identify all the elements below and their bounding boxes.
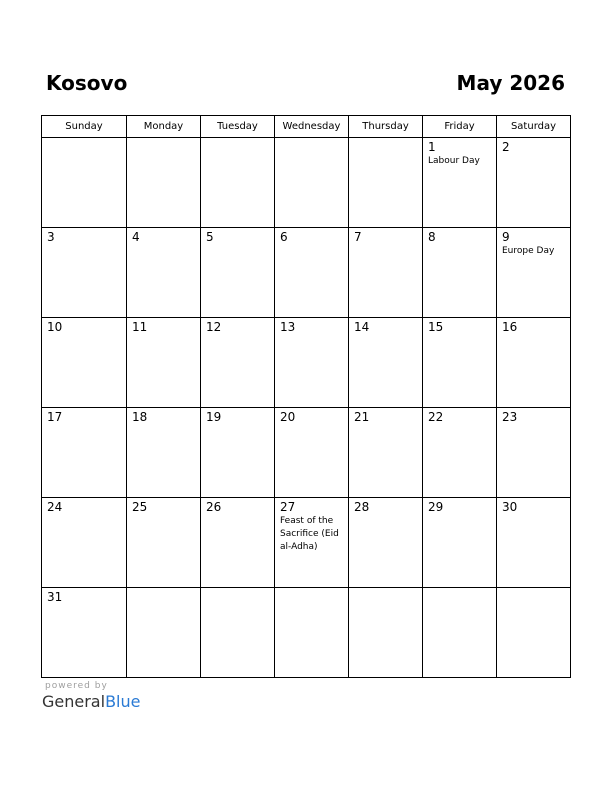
brand-general-text: General bbox=[42, 692, 106, 711]
day-number: 10 bbox=[47, 320, 63, 334]
day-cell bbox=[127, 138, 201, 228]
day-number: 19 bbox=[206, 410, 222, 424]
day-cell bbox=[423, 588, 497, 678]
day-cell bbox=[275, 408, 349, 498]
day-number: 5 bbox=[206, 230, 214, 244]
brand-blue-text: Blue bbox=[105, 692, 141, 711]
calendar-header bbox=[41, 68, 571, 102]
day-cell bbox=[275, 318, 349, 408]
day-cell bbox=[349, 498, 423, 588]
day-number: 14 bbox=[354, 320, 370, 334]
weekday-saturday: Saturday bbox=[497, 116, 571, 138]
day-number: 31 bbox=[47, 590, 63, 604]
day-cell bbox=[127, 588, 201, 678]
week-row bbox=[42, 318, 571, 408]
day-number: 16 bbox=[502, 320, 518, 334]
day-cell bbox=[497, 588, 571, 678]
day-number: 17 bbox=[47, 410, 63, 424]
day-cell bbox=[201, 138, 275, 228]
day-cell bbox=[423, 498, 497, 588]
day-number: 12 bbox=[206, 320, 222, 334]
day-cell bbox=[497, 318, 571, 408]
day-cell bbox=[423, 318, 497, 408]
day-cell bbox=[201, 408, 275, 498]
weekday-sunday: Sunday bbox=[42, 116, 127, 138]
calendar-grid bbox=[41, 115, 571, 678]
weekday-wednesday: Wednesday bbox=[275, 116, 349, 138]
day-cell bbox=[127, 318, 201, 408]
day-number: 22 bbox=[428, 410, 444, 424]
day-number: 3 bbox=[47, 230, 55, 244]
day-cell bbox=[42, 138, 127, 228]
day-number: 30 bbox=[502, 500, 518, 514]
day-cell bbox=[349, 588, 423, 678]
week-row bbox=[42, 588, 571, 678]
day-cell bbox=[275, 498, 349, 588]
day-number: 9 bbox=[502, 230, 510, 244]
day-cell bbox=[42, 228, 127, 318]
holiday-label: Feast of the Sacrifice (Eid al-Adha) bbox=[280, 516, 339, 552]
day-number: 26 bbox=[206, 500, 222, 514]
month-year-title: May 2026 bbox=[456, 71, 565, 95]
holiday-label: Labour Day bbox=[428, 156, 480, 166]
day-number: 4 bbox=[132, 230, 140, 244]
day-number: 6 bbox=[280, 230, 288, 244]
day-cell bbox=[349, 318, 423, 408]
weekday-header-row bbox=[42, 116, 571, 138]
weekday-monday: Monday bbox=[127, 116, 201, 138]
day-cell bbox=[42, 318, 127, 408]
day-number: 8 bbox=[428, 230, 436, 244]
day-cell bbox=[42, 408, 127, 498]
week-row bbox=[42, 498, 571, 588]
holiday-label: Europe Day bbox=[502, 246, 555, 256]
day-cell bbox=[423, 408, 497, 498]
day-cell bbox=[423, 138, 497, 228]
powered-by-text: powered by bbox=[45, 681, 108, 691]
day-cell bbox=[201, 228, 275, 318]
day-cell bbox=[497, 408, 571, 498]
day-cell bbox=[275, 228, 349, 318]
country-title: Kosovo bbox=[46, 71, 128, 95]
week-row bbox=[42, 228, 571, 318]
day-number: 13 bbox=[280, 320, 296, 334]
day-cell bbox=[42, 498, 127, 588]
day-cell bbox=[127, 228, 201, 318]
day-number: 11 bbox=[132, 320, 148, 334]
day-number: 2 bbox=[502, 140, 510, 154]
day-number: 15 bbox=[428, 320, 444, 334]
weekday-tuesday: Tuesday bbox=[201, 116, 275, 138]
day-cell bbox=[497, 138, 571, 228]
day-number: 25 bbox=[132, 500, 148, 514]
day-cell bbox=[42, 588, 127, 678]
day-number: 24 bbox=[47, 500, 63, 514]
day-number: 28 bbox=[354, 500, 370, 514]
day-cell bbox=[201, 318, 275, 408]
day-cell bbox=[127, 498, 201, 588]
day-number: 18 bbox=[132, 410, 148, 424]
footer-branding bbox=[42, 681, 140, 711]
day-number: 21 bbox=[354, 410, 370, 424]
day-cell bbox=[349, 228, 423, 318]
week-row bbox=[42, 408, 571, 498]
weekday-friday: Friday bbox=[423, 116, 497, 138]
day-cell bbox=[127, 408, 201, 498]
day-cell bbox=[497, 498, 571, 588]
day-cell bbox=[423, 228, 497, 318]
day-cell bbox=[275, 588, 349, 678]
day-number: 23 bbox=[502, 410, 518, 424]
day-cell bbox=[349, 408, 423, 498]
day-cell bbox=[497, 228, 571, 318]
generalblue-logo bbox=[42, 692, 140, 711]
day-cell bbox=[349, 138, 423, 228]
day-number: 29 bbox=[428, 500, 444, 514]
day-number: 7 bbox=[354, 230, 362, 244]
day-cell bbox=[275, 138, 349, 228]
day-cell bbox=[201, 588, 275, 678]
day-cell bbox=[201, 498, 275, 588]
day-number: 20 bbox=[280, 410, 296, 424]
week-row bbox=[42, 138, 571, 228]
weekday-thursday: Thursday bbox=[349, 116, 423, 138]
day-number: 1 bbox=[428, 140, 436, 154]
day-number: 27 bbox=[280, 500, 296, 514]
